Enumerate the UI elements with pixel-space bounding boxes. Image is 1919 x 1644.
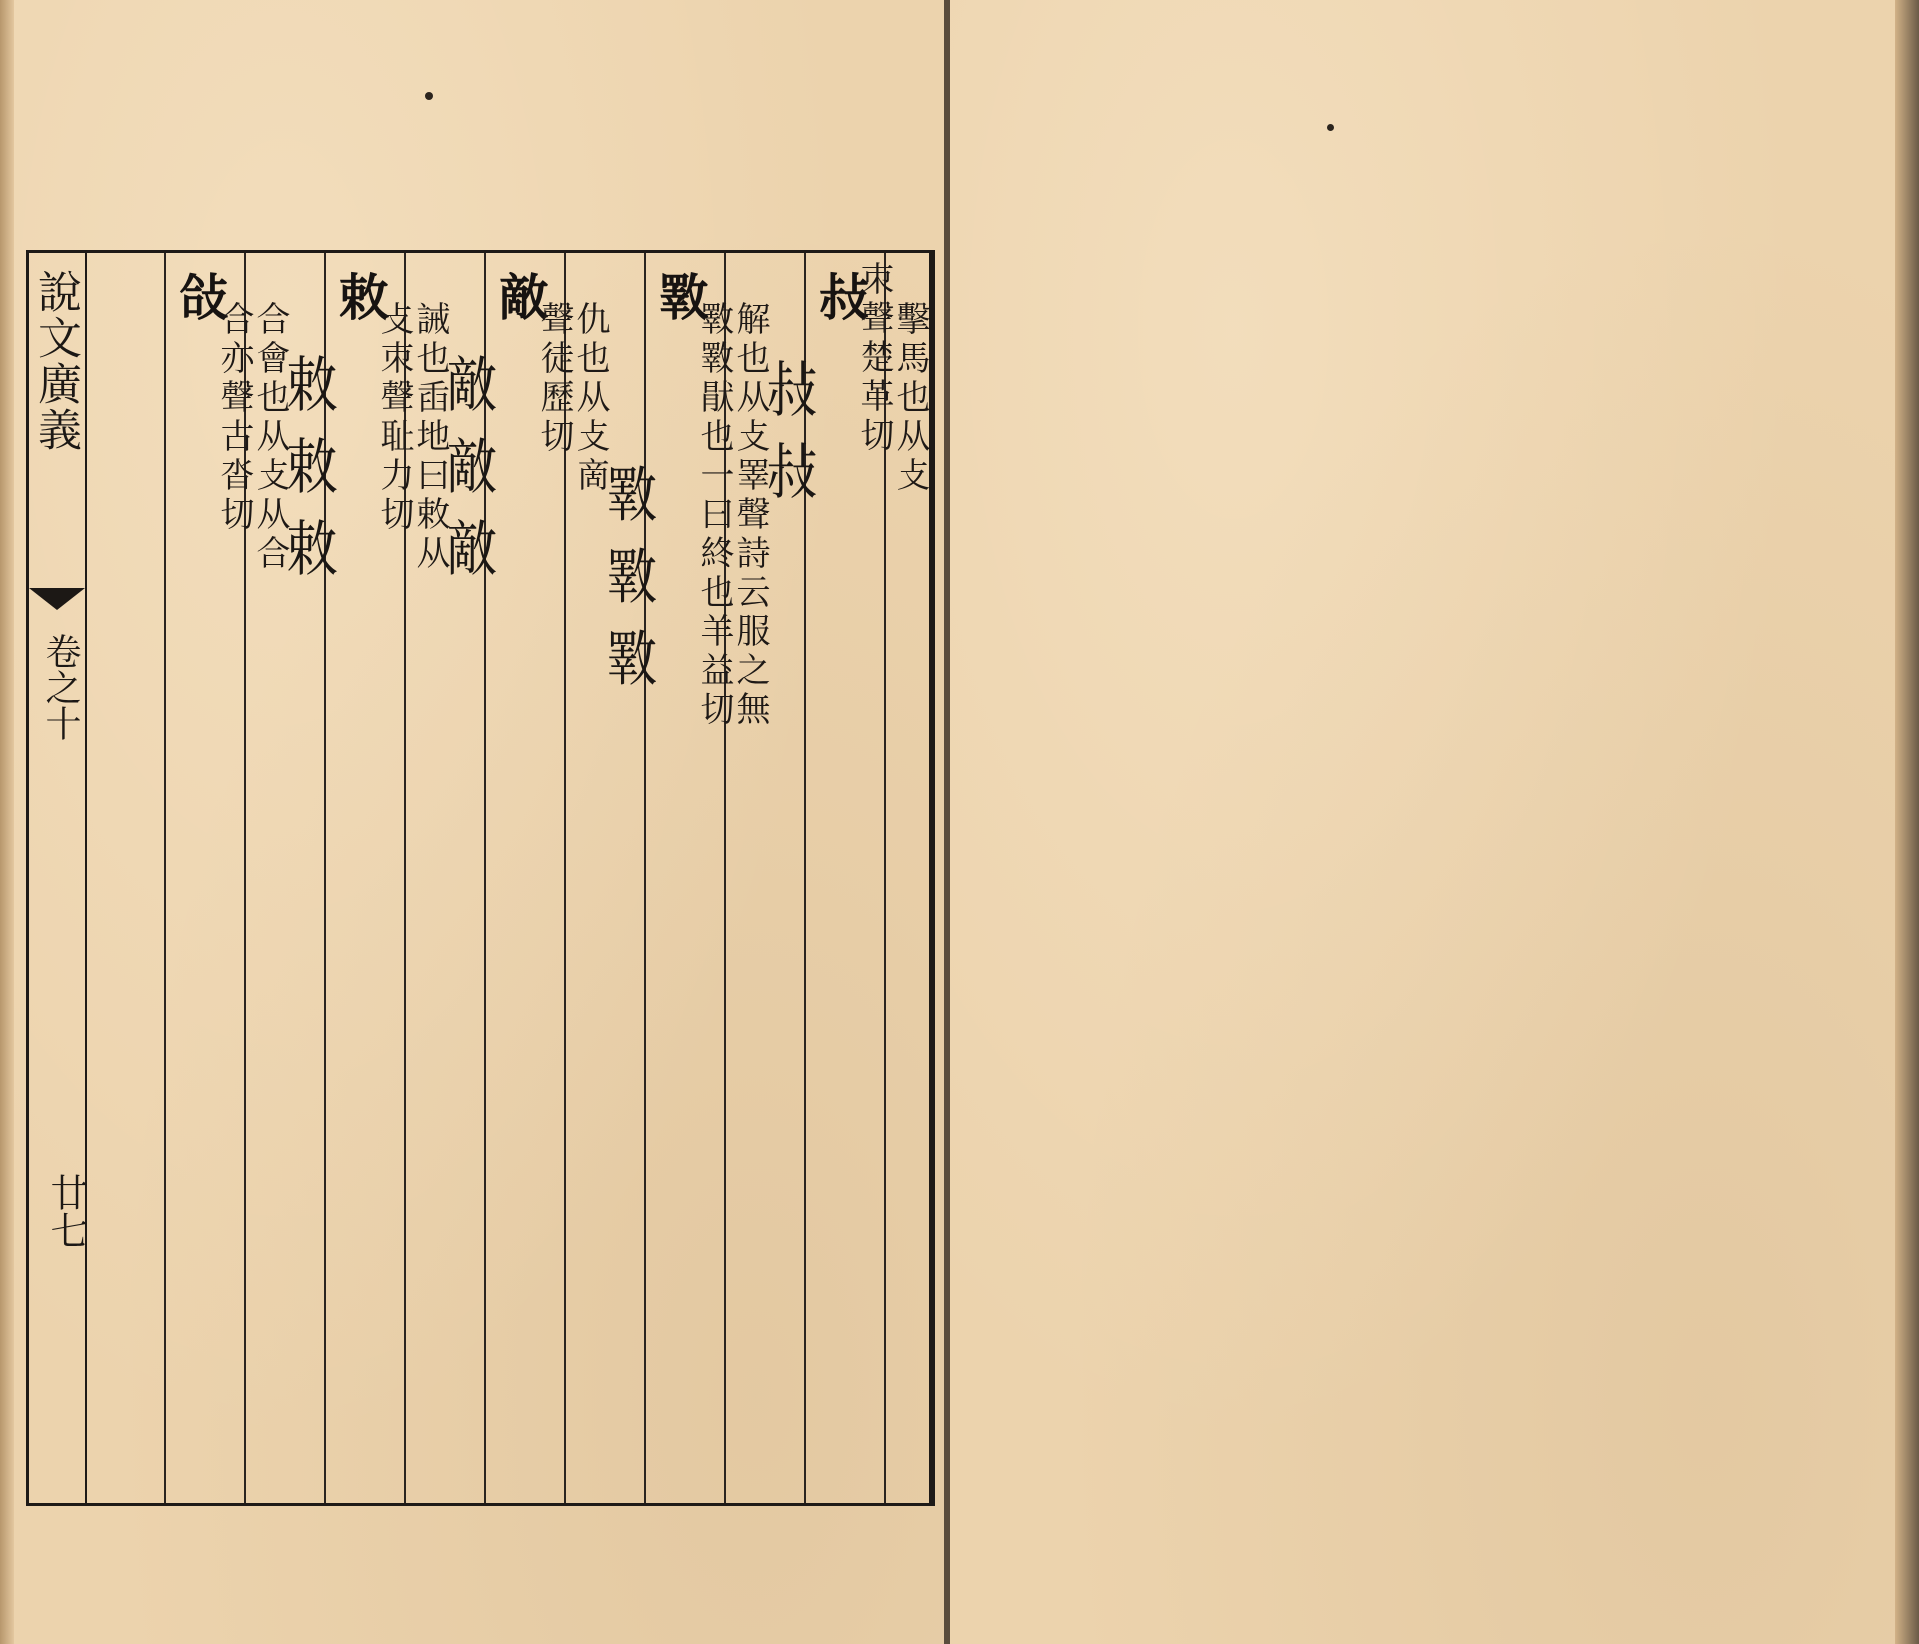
entry-head: 敵 xyxy=(491,271,550,321)
entry-head: 敕 xyxy=(331,271,390,321)
entry-gloss: 解也从攴睪聲詩云服之無 斁斁猒也一曰終也羊益切 xyxy=(694,301,770,730)
right-page xyxy=(950,0,1895,1644)
ink-spot xyxy=(425,92,433,100)
seal-forms: 斁斁斁 xyxy=(598,463,658,709)
seal-forms: 敵敵敵 xyxy=(438,353,498,599)
seal-forms: 敊敊 xyxy=(758,358,818,522)
left-page xyxy=(0,0,944,1644)
page-edge xyxy=(1895,0,1919,1644)
entry-gloss: 擊馬也从攴 朿聲楚革切 xyxy=(854,261,930,496)
volume-label: 卷之十 xyxy=(40,633,81,741)
book-title: 說文廣義 xyxy=(30,269,81,453)
entry-gloss: 合會也从攴从合 合亦聲古沓切 xyxy=(214,301,290,574)
seal-forms: 敕敕敕 xyxy=(278,353,338,599)
entry-head: 敊 xyxy=(811,271,870,321)
fish-tail-mark xyxy=(29,588,85,610)
entry-gloss: 誡也臿地曰敕从 攴朿聲耻力切 xyxy=(374,301,450,574)
entry-gloss: 仇也从攴啇 聲徒歷切 xyxy=(534,301,610,496)
entry-5 xyxy=(169,261,290,574)
entry-head: 敆 xyxy=(171,271,230,321)
left-margin-strip xyxy=(29,253,87,1503)
page-edge xyxy=(0,0,14,1644)
entry-head: 斁 xyxy=(651,271,710,321)
page-number: 廿七 xyxy=(44,1173,88,1249)
ink-spot xyxy=(1327,124,1334,131)
left-page-frame xyxy=(26,250,935,1506)
